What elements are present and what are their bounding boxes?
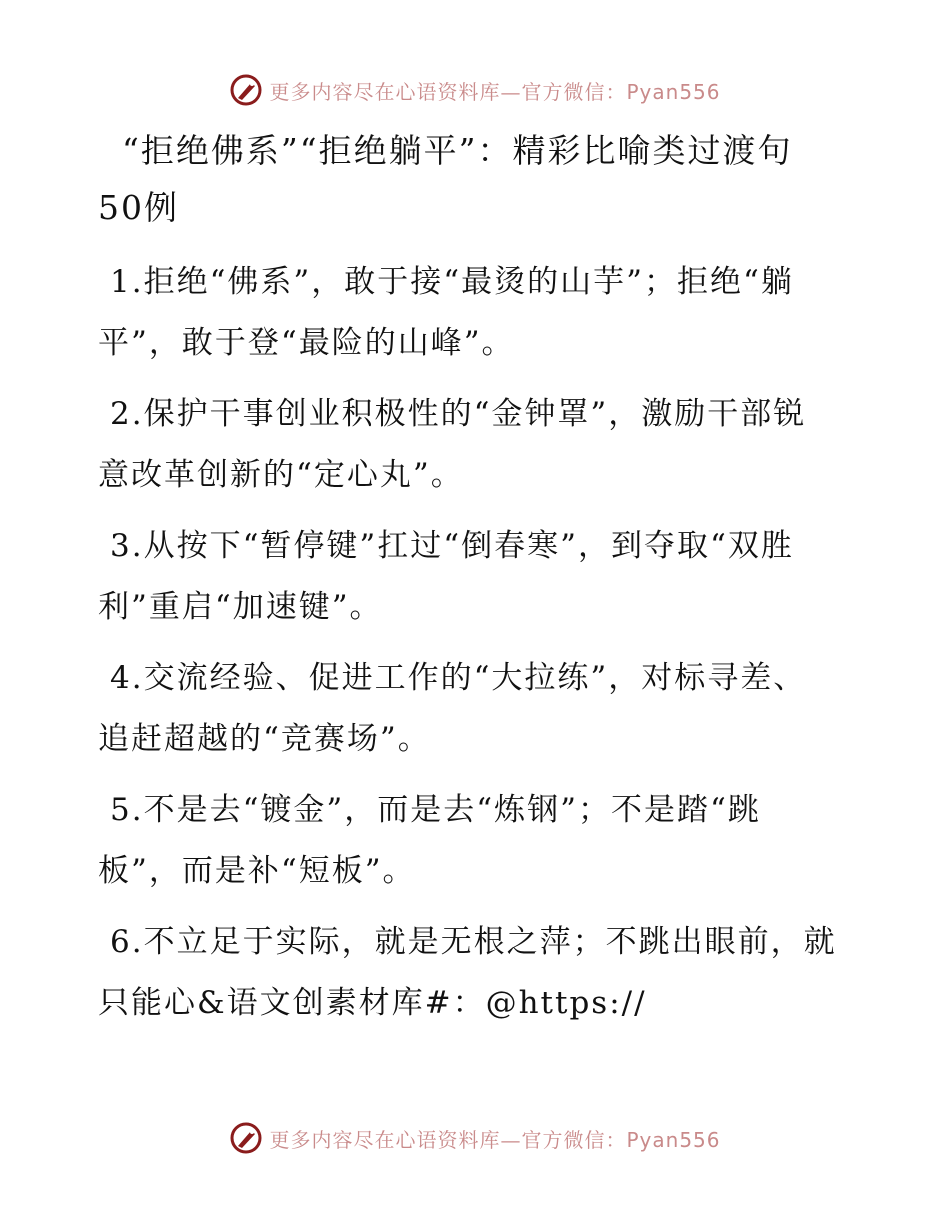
list-item: 6.不立足于实际，就是无根之萍；不跳出眼前，就只能心&语文创素材库#：@https:// xyxy=(98,924,837,1021)
document-title: “拒绝佛系”“拒绝躺平”：精彩比喻类过渡句50例 xyxy=(98,131,793,227)
list-item: 1.拒绝“佛系”，敢于接“最烫的山芋”；拒绝“躺平”，敢于登“最险的山峰”。 xyxy=(98,264,794,361)
banner-wechat-id: Pyan556 xyxy=(626,1127,721,1152)
banner-wechat-id: Pyan556 xyxy=(626,79,721,104)
footer-watermark-banner xyxy=(0,1118,950,1158)
document-body xyxy=(98,122,838,1044)
list-item: 5.不是去“镀金”，而是去“炼钢”；不是踏“跳板”，而是补“短板”。 xyxy=(98,792,761,889)
list-item: 2.保护干事创业积极性的“金钟罩”，激励干部锐意改革创新的“定心丸”。 xyxy=(98,396,807,493)
pen-nib-logo-icon xyxy=(229,1121,263,1155)
banner-text: 更多内容尽在心语资料库—官方微信： xyxy=(269,1127,627,1152)
list-item: 4.交流经验、促进工作的“大拉练”，对标寻差、追赶超越的“竞赛场”。 xyxy=(98,660,807,757)
header-watermark-banner xyxy=(0,70,950,110)
banner-text: 更多内容尽在心语资料库—官方微信： xyxy=(269,79,627,104)
list-item: 3.从按下“暂停键”扛过“倒春寒”，到夺取“双胜利”重启“加速键”。 xyxy=(98,528,794,625)
pen-nib-logo-icon xyxy=(229,73,263,107)
